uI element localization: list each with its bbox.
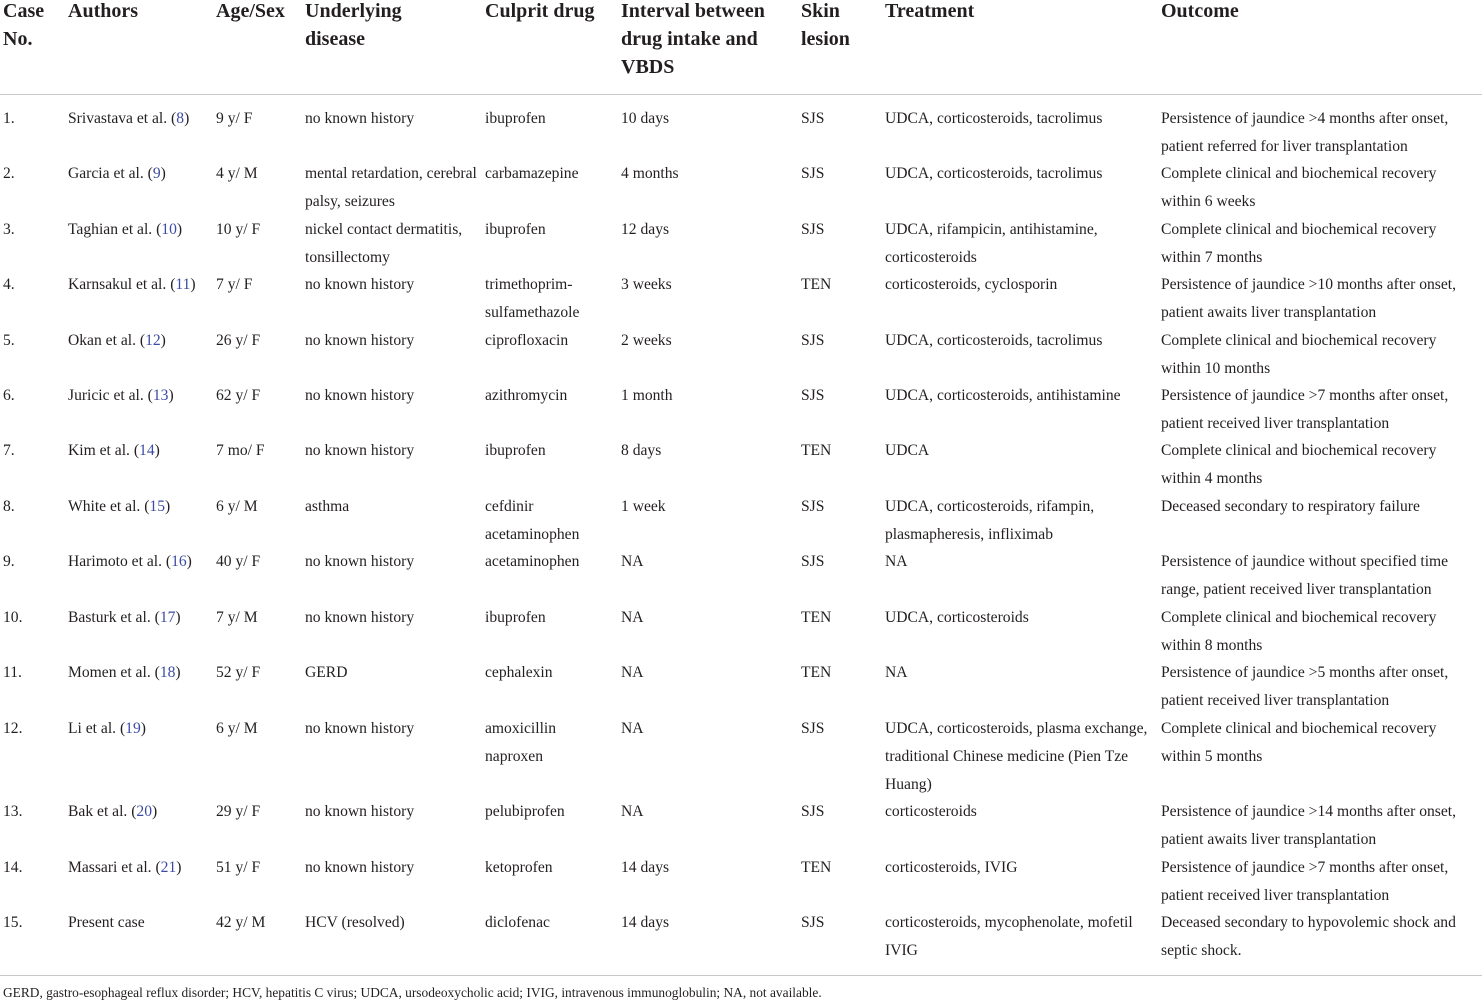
cell-skin-lesion: SJS: [801, 332, 825, 349]
cell-skin-lesion: SJS: [801, 553, 825, 570]
cell-culprit-drug: ibuprofen: [485, 442, 546, 459]
cell-culprit-drug: carbamazepine: [485, 165, 579, 182]
cell-skin-lesion: SJS: [801, 803, 825, 820]
cell-treatment: UDCA, rifampicin, antihistamine, corticosteroids: [885, 221, 1098, 266]
cell-skin-lesion: TEN: [801, 276, 832, 293]
cell-age-sex: 29 y/ F: [216, 803, 261, 820]
cell-underlying-disease: no known history: [305, 276, 415, 293]
cell-age-sex: 42 y/ M: [216, 914, 266, 931]
reference-link[interactable]: 20: [136, 803, 153, 820]
cell-age-sex: 7 y/ F: [216, 276, 253, 293]
cell-authors: [68, 160, 213, 188]
cell-treatment: UDCA, corticosteroids, rifampin, plasmapheresis, infliximab: [885, 498, 1095, 543]
cell-case-no: 13.: [3, 803, 23, 820]
cell-interval: NA: [621, 664, 644, 681]
reference-link[interactable]: 9: [152, 165, 161, 182]
cell-culprit-drug: ketoprofen: [485, 859, 553, 876]
cell-authors: [68, 548, 213, 576]
cell-outcome: Persistence of jaundice >4 months after onset, patient referred for liver transplantation: [1161, 110, 1449, 155]
cell-treatment: UDCA, corticosteroids, tacrolimus: [885, 332, 1103, 349]
author-name: Basturk et al. (: [68, 609, 160, 626]
table-footnote: GERD, gastro-esophageal reflux disorder; HCV, hepatitis C virus; UDCA, ursodeoxycholic acid; IVIG, intravenous immunoglobulin; NA, not available.: [3, 985, 822, 1000]
cell-skin-lesion: SJS: [801, 720, 825, 737]
cell-underlying-disease: HCV (resolved): [305, 914, 405, 931]
author-name: Srivastava et al. (: [68, 110, 177, 127]
author-name: White et al. (: [68, 498, 150, 515]
cell-interval: 1 month: [621, 387, 673, 404]
cell-treatment: UDCA, corticosteroids, plasma exchange, traditional Chinese medicine (Pien Tze Huang): [885, 720, 1148, 793]
cell-treatment: UDCA, corticosteroids, tacrolimus: [885, 110, 1103, 127]
cell-authors: [68, 909, 213, 937]
author-name: Bak et al. (: [68, 803, 137, 820]
cell-case-no: 12.: [3, 720, 23, 737]
cell-skin-lesion: TEN: [801, 859, 832, 876]
cell-interval: 2 weeks: [621, 332, 672, 349]
cell-outcome: Persistence of jaundice without specified time range, patient received liver transplantation: [1161, 553, 1449, 598]
cell-underlying-disease: mental retardation, cerebral palsy, seizures: [305, 165, 477, 210]
cell-underlying-disease: no known history: [305, 442, 415, 459]
cell-skin-lesion: TEN: [801, 664, 832, 681]
cell-treatment: corticosteroids, cyclosporin: [885, 276, 1058, 293]
cell-age-sex: 40 y/ F: [216, 553, 261, 570]
cell-underlying-disease: no known history: [305, 332, 415, 349]
cell-outcome: Complete clinical and biochemical recovery within 7 months: [1161, 221, 1437, 266]
cell-authors: [68, 854, 213, 882]
cell-skin-lesion: SJS: [801, 498, 825, 515]
cell-underlying-disease: no known history: [305, 609, 415, 626]
cell-age-sex: 9 y/ F: [216, 110, 253, 127]
cell-outcome: Persistence of jaundice >7 months after onset, patient received liver transplantation: [1161, 859, 1449, 904]
header-case-no: Case No.: [3, 0, 45, 50]
cell-case-no: 3.: [3, 221, 15, 238]
cell-treatment: UDCA: [885, 442, 930, 459]
cell-skin-lesion: SJS: [801, 165, 825, 182]
cell-interval: 1 week: [621, 498, 666, 515]
cell-culprit-drug: cephalexin: [485, 664, 553, 681]
cell-outcome: Deceased secondary to respiratory failure: [1161, 498, 1420, 515]
cell-culprit-drug: amoxicillin naproxen: [485, 720, 557, 765]
cell-underlying-disease: nickel contact dermatitis, tonsillectomy: [305, 221, 463, 266]
cell-outcome: Complete clinical and biochemical recovery within 5 months: [1161, 720, 1437, 765]
cell-underlying-disease: no known history: [305, 859, 415, 876]
cell-treatment: UDCA, corticosteroids, tacrolimus: [885, 165, 1103, 182]
cell-culprit-drug: azithromycin: [485, 387, 568, 404]
cell-outcome: Persistence of jaundice >7 months after onset, patient received liver transplantation: [1161, 387, 1449, 432]
cell-age-sex: 51 y/ F: [216, 859, 261, 876]
cell-underlying-disease: no known history: [305, 110, 415, 127]
cell-interval: NA: [621, 553, 644, 570]
cell-treatment: corticosteroids, mycophenolate, mofetil IVIG: [885, 914, 1133, 959]
cell-case-no: 5.: [3, 332, 15, 349]
cell-interval: 4 months: [621, 165, 679, 182]
cell-case-no: 14.: [3, 859, 23, 876]
cell-authors: [68, 798, 213, 826]
cell-underlying-disease: no known history: [305, 553, 415, 570]
cell-outcome: Complete clinical and biochemical recovery within 10 months: [1161, 332, 1437, 377]
reference-close-paren: ): [152, 803, 158, 820]
cell-case-no: 7.: [3, 442, 15, 459]
cell-culprit-drug: pelubiprofen: [485, 803, 565, 820]
cell-interval: NA: [621, 609, 644, 626]
cell-culprit-drug: ibuprofen: [485, 110, 546, 127]
cell-skin-lesion: SJS: [801, 221, 825, 238]
reference-link[interactable]: 11: [175, 276, 191, 293]
cell-age-sex: 26 y/ F: [216, 332, 261, 349]
header-rule: [0, 94, 1482, 95]
cell-age-sex: 52 y/ F: [216, 664, 261, 681]
cell-treatment: corticosteroids, IVIG: [885, 859, 1018, 876]
cell-outcome: Persistence of jaundice >5 months after onset, patient received liver transplantation: [1161, 664, 1449, 709]
reference-close-paren: ): [165, 498, 171, 515]
author-name: Harimoto et al. (: [68, 553, 172, 570]
cell-skin-lesion: SJS: [801, 914, 825, 931]
reference-close-paren: ): [160, 332, 166, 349]
cell-skin-lesion: TEN: [801, 442, 832, 459]
author-name: Present case: [68, 914, 145, 931]
cell-treatment: NA: [885, 553, 908, 570]
reference-link[interactable]: 15: [149, 498, 165, 515]
cell-outcome: Complete clinical and biochemical recovery within 4 months: [1161, 442, 1437, 487]
cell-underlying-disease: no known history: [305, 720, 415, 737]
reference-link[interactable]: 12: [145, 332, 161, 349]
header-age-sex: Age/Sex: [216, 0, 285, 22]
cell-underlying-disease: no known history: [305, 803, 415, 820]
cell-outcome: Persistence of jaundice >10 months after onset, patient awaits liver transplantation: [1161, 276, 1457, 321]
header-outcome: Outcome: [1161, 0, 1239, 22]
header-underlying-disease: Underlying disease: [305, 0, 402, 50]
cell-treatment: UDCA, corticosteroids, antihistamine: [885, 387, 1121, 404]
reference-close-paren: ): [140, 720, 146, 737]
reference-link[interactable]: 17: [159, 609, 176, 626]
cell-interval: NA: [621, 720, 644, 737]
reference-link[interactable]: 18: [159, 664, 176, 681]
author-name: Kim et al. (: [68, 442, 140, 459]
cell-age-sex: 10 y/ F: [216, 221, 261, 238]
cell-case-no: 8.: [3, 498, 15, 515]
cell-age-sex: 7 mo/ F: [216, 442, 265, 459]
cell-authors: [68, 659, 213, 687]
header-culprit-drug: Culprit drug: [485, 0, 595, 22]
header-treatment: Treatment: [885, 0, 975, 22]
cell-culprit-drug: cefdinir acetaminophen: [485, 498, 580, 543]
cell-underlying-disease: no known history: [305, 387, 415, 404]
reference-close-paren: ): [184, 110, 190, 127]
header-skin-lesion: Skin lesion: [801, 0, 850, 50]
reference-link[interactable]: 10: [161, 221, 177, 238]
cell-treatment: UDCA, corticosteroids: [885, 609, 1029, 626]
cell-interval: 14 days: [621, 914, 670, 931]
cell-culprit-drug: diclofenac: [485, 914, 550, 931]
cell-case-no: 1.: [3, 110, 15, 127]
cell-interval: 3 weeks: [621, 276, 672, 293]
cell-age-sex: 7 y/ M: [216, 609, 258, 626]
cell-case-no: 11.: [3, 664, 22, 681]
cell-interval: 12 days: [621, 221, 670, 238]
reference-close-paren: ): [176, 859, 182, 876]
cell-authors: [68, 216, 213, 244]
cell-interval: 14 days: [621, 859, 670, 876]
cell-interval: 8 days: [621, 442, 662, 459]
reference-link[interactable]: 14: [139, 442, 155, 459]
reference-close-paren: ): [175, 664, 181, 681]
cell-outcome: Persistence of jaundice >14 months after onset, patient awaits liver transplantation: [1161, 803, 1457, 848]
reference-close-paren: ): [175, 609, 181, 626]
author-name: Taghian et al. (: [68, 221, 162, 238]
reference-close-paren: ): [168, 387, 174, 404]
cell-case-no: 6.: [3, 387, 15, 404]
author-name: Karnsakul et al. (: [68, 276, 176, 293]
header-authors: Authors: [68, 0, 139, 22]
cell-skin-lesion: SJS: [801, 110, 825, 127]
cell-case-no: 4.: [3, 276, 15, 293]
author-name: Okan et al. (: [68, 332, 146, 349]
reference-link[interactable]: 21: [160, 859, 177, 876]
cell-interval: 10 days: [621, 110, 670, 127]
cell-age-sex: 62 y/ F: [216, 387, 261, 404]
cell-treatment: corticosteroids: [885, 803, 977, 820]
cell-authors: [68, 382, 213, 410]
cell-skin-lesion: SJS: [801, 387, 825, 404]
author-name: Momen et al. (: [68, 664, 160, 681]
author-name: Massari et al. (: [68, 859, 161, 876]
author-name: Li et al. (: [68, 720, 126, 737]
reference-link[interactable]: 16: [171, 553, 187, 570]
cell-authors: [68, 327, 213, 355]
reference-close-paren: ): [160, 165, 166, 182]
cell-interval: NA: [621, 803, 644, 820]
cell-case-no: 15.: [3, 914, 23, 931]
cell-age-sex: 4 y/ M: [216, 165, 258, 182]
cell-case-no: 10.: [3, 609, 23, 626]
cell-underlying-disease: asthma: [305, 498, 350, 515]
cell-authors: [68, 271, 213, 299]
cell-case-no: 2.: [3, 165, 15, 182]
cell-authors: [68, 604, 213, 632]
cell-treatment: NA: [885, 664, 908, 681]
cell-outcome: Complete clinical and biochemical recovery within 8 months: [1161, 609, 1437, 654]
cell-culprit-drug: ibuprofen: [485, 221, 546, 238]
cell-age-sex: 6 y/ M: [216, 720, 258, 737]
author-name: Juricic et al. (: [68, 387, 153, 404]
reference-close-paren: ): [176, 221, 183, 238]
cell-culprit-drug: trimethoprim-sulfamethazole: [485, 276, 580, 321]
cell-outcome: Complete clinical and biochemical recovery within 6 weeks: [1161, 165, 1437, 210]
reference-link[interactable]: 8: [176, 110, 185, 127]
bottom-rule: [0, 975, 1482, 976]
cell-authors: [68, 105, 213, 133]
cell-authors: [68, 715, 213, 743]
cell-culprit-drug: acetaminophen: [485, 553, 580, 570]
author-name: Garcia et al. (: [68, 165, 153, 182]
reference-close-paren: ): [154, 442, 160, 459]
cell-outcome: Deceased secondary to hypovolemic shock and septic shock.: [1161, 914, 1456, 959]
reference-close-paren: ): [190, 276, 196, 293]
reference-close-paren: ): [186, 553, 192, 570]
cell-authors: [68, 437, 213, 465]
header-interval: Interval between drug intake and VBDS: [621, 0, 765, 78]
reference-link[interactable]: 19: [125, 720, 141, 737]
cell-underlying-disease: GERD: [305, 664, 348, 681]
cell-skin-lesion: TEN: [801, 609, 832, 626]
cell-culprit-drug: ciprofloxacin: [485, 332, 569, 349]
cell-case-no: 9.: [3, 553, 15, 570]
cell-authors: [68, 493, 213, 521]
reference-link[interactable]: 13: [152, 387, 169, 404]
cell-culprit-drug: ibuprofen: [485, 609, 546, 626]
cell-age-sex: 6 y/ M: [216, 498, 258, 515]
